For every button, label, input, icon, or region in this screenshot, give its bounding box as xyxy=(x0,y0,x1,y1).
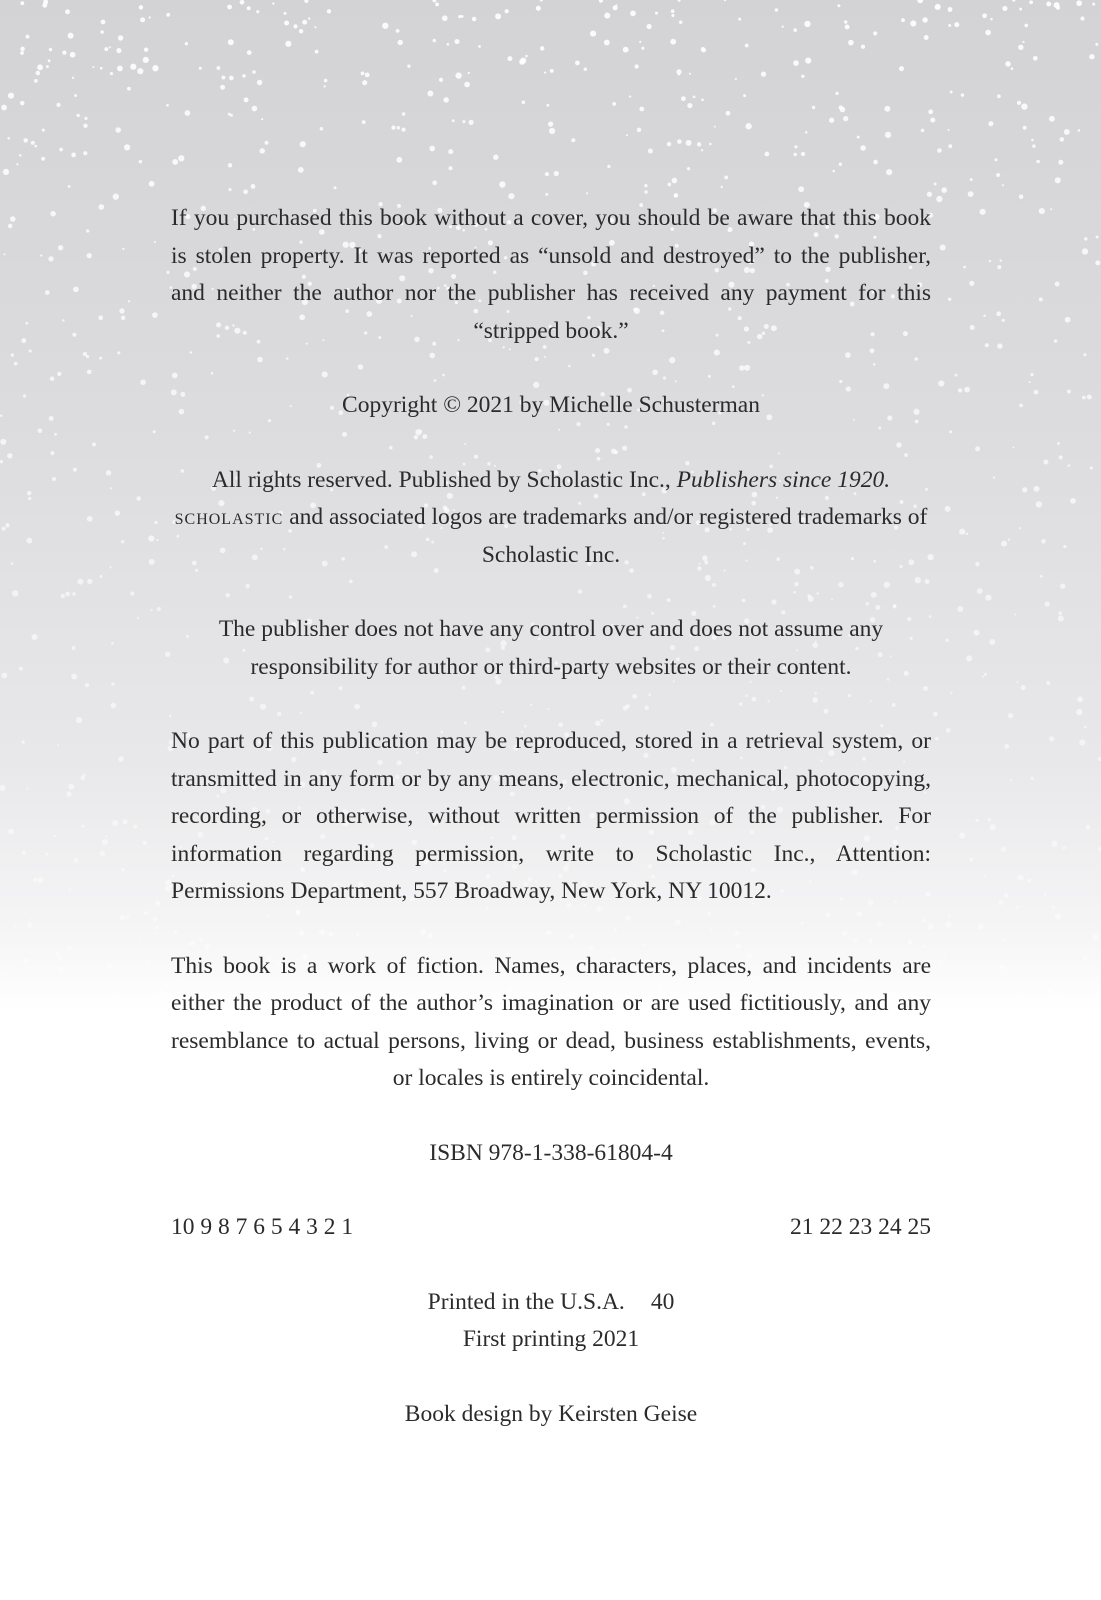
trademark-text: and associated logos are trademarks and/or registered trademarks of Scholastic Inc. xyxy=(283,504,928,568)
print-line-years: 21 22 23 24 25 xyxy=(790,1214,931,1240)
trademark-brand: scholastic xyxy=(174,504,284,530)
printed-code: 40 xyxy=(650,1288,675,1315)
websites-notice: The publisher does not have any control over and does not assume any responsibility for author or third-party websites or their content. xyxy=(218,616,884,680)
isbn: ISBN 978-1-338-61804-4 xyxy=(429,1139,673,1166)
printed-in: Printed in the U.S.A. xyxy=(427,1288,625,1315)
fiction-notice: This book is a work of fiction. Names, characters, places, and incidents are either the product of the author’s imagination or are used fictitiously, and any resemblance to actual persons, living or dead, business establishments, events, or locales is entirely coincidental. xyxy=(171,952,931,1091)
copyright-line: Copyright © 2021 by Michelle Schusterman xyxy=(342,392,760,418)
first-printing: First printing 2021 xyxy=(462,1326,640,1352)
print-line xyxy=(171,1209,931,1247)
permissions-notice: No part of this publication may be reproduced, stored in a retrieval system, or transmitted in any form or by any means, electronic, mechanical, photocopying, recording, or otherwise, without written permission of the publisher. For information regarding permission, write to Scholastic Inc., Attention: Permissions Department, 557 Broadway, New York, NY 10012. xyxy=(171,728,931,904)
print-line-numbers: 10 9 8 7 6 5 4 3 2 1 xyxy=(171,1214,354,1240)
copyright-content xyxy=(171,200,931,1470)
design-credit: Book design by Keirsten Geise xyxy=(404,1400,698,1427)
rights-notice xyxy=(171,462,931,575)
printed-in-line xyxy=(171,1284,931,1322)
rights-text: All rights reserved. Published by Scholastic Inc., xyxy=(211,466,677,493)
publisher-tagline: Publishers since 1920. xyxy=(676,466,891,493)
stripped-book-notice: If you purchased this book without a cover, you should be aware that this book is stolen property. It was reported as “unsold and destroyed” to the publisher, and neither the author nor the publisher has received any payment for this “stripped book.” xyxy=(171,205,931,344)
